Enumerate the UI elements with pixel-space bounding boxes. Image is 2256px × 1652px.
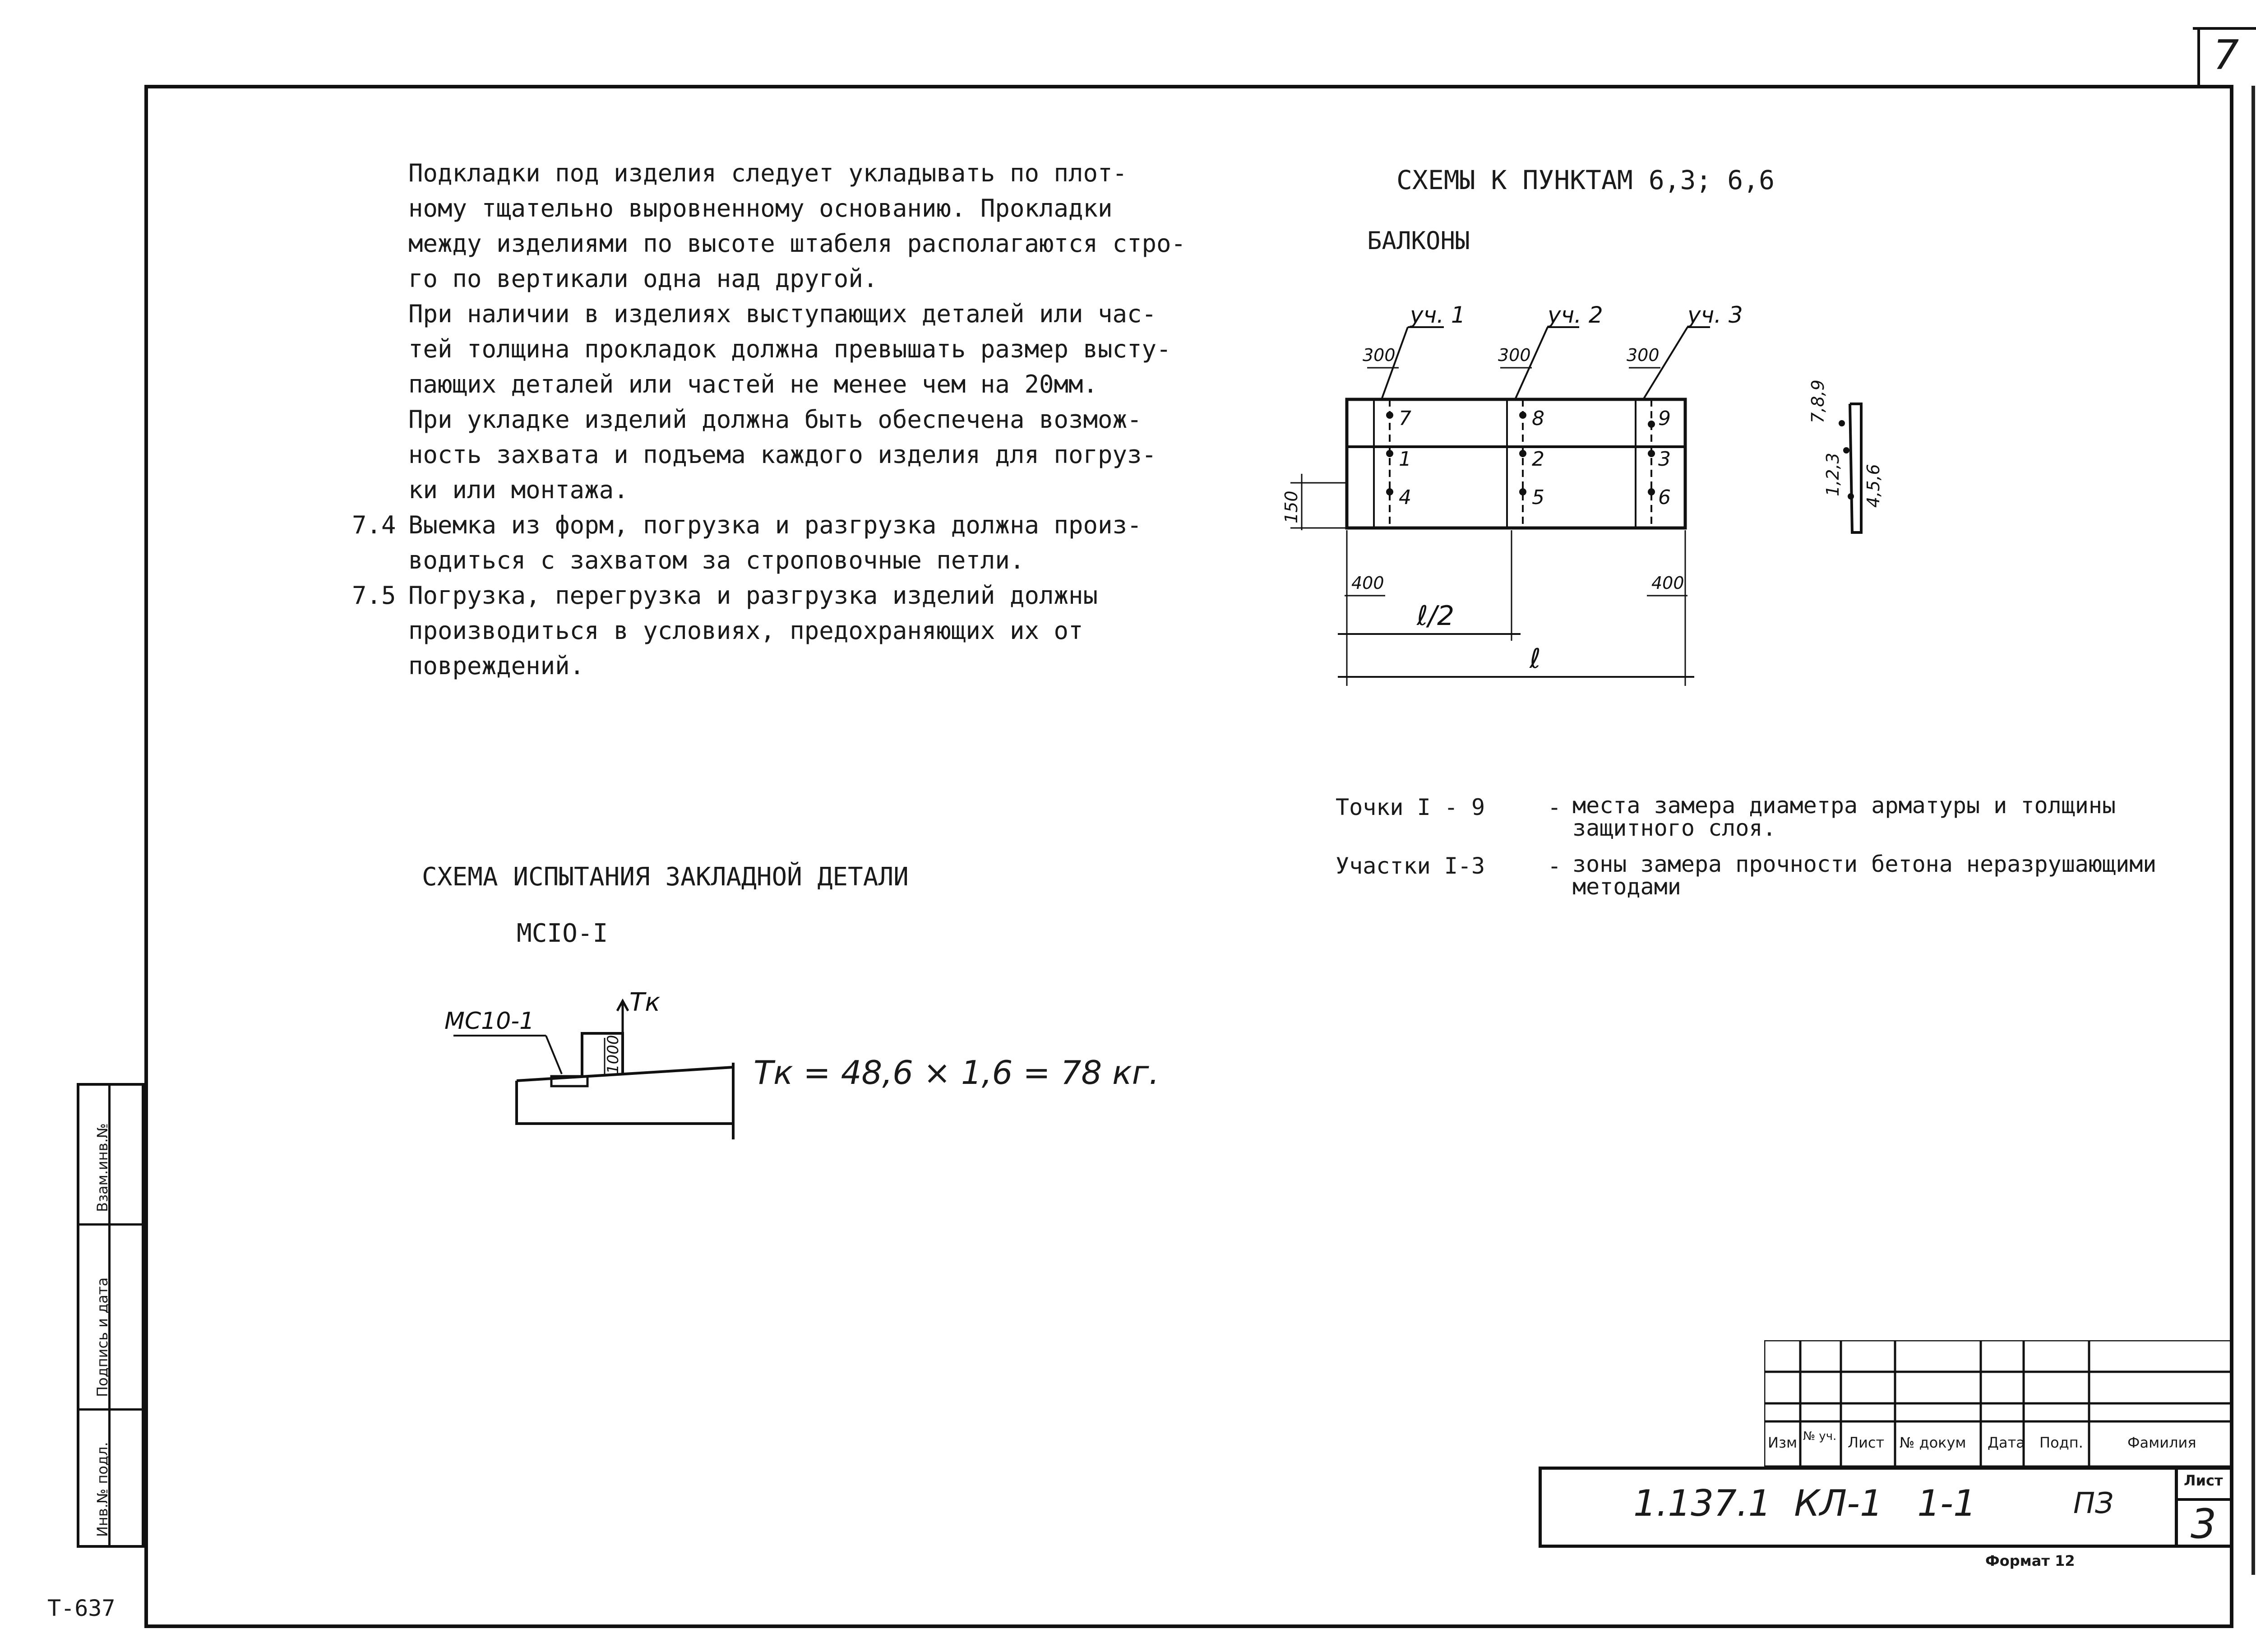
zone-1 <box>1374 399 1390 528</box>
side-label-right: 4,5,6 <box>1863 464 1883 508</box>
document-code: ПЗ <box>2073 1487 2114 1520</box>
schemes-title: СХЕМЫ К ПУНКТАМ 6,3; 6,6 <box>1396 165 1775 195</box>
point-label-1: 1 <box>1399 448 1411 471</box>
zone-3 <box>1636 399 1651 528</box>
force-label: Тк <box>629 988 661 1017</box>
point-4 <box>1386 488 1393 495</box>
point-label-2: 2 <box>1532 448 1544 471</box>
header-name: Фамилия <box>2127 1434 2196 1451</box>
dim-400-label: 400 <box>1651 573 1684 593</box>
point-8 <box>1519 412 1526 419</box>
text-line: повреждений. <box>408 652 585 680</box>
legend-line: методами <box>1572 874 1681 900</box>
corner-box <box>2197 27 2200 86</box>
text-line: производиться в условиях, предохраняющих их от <box>408 616 1083 645</box>
dim-150-label: 150 <box>1281 491 1301 523</box>
title-block-grid <box>1764 1340 2233 1467</box>
text-line: тей толщина прокладок должна превышать размер высту- <box>408 335 1171 363</box>
text-line: ность захвата и подъема каждого изделия для погруз- <box>408 440 1157 469</box>
point-label-8: 8 <box>1532 407 1544 430</box>
schemes-subtitle: БАЛКОНЫ <box>1367 227 1470 255</box>
point-side-mid <box>1843 447 1849 453</box>
stamp-divider <box>79 1223 142 1226</box>
legend-dash: - <box>1548 794 1562 820</box>
slab-top-edge <box>517 1067 733 1081</box>
format-label: Формат 12 <box>1985 1552 2075 1569</box>
dim-300-label: 300 <box>1627 345 1660 365</box>
dim-300-label: 300 <box>1498 345 1531 365</box>
text-line: ному тщательно выровненному основанию. Прокладки <box>408 194 1113 222</box>
leader-line <box>546 1036 562 1074</box>
dim-1000-label: 1000 <box>604 1035 622 1074</box>
side-label-left: 1,2,3 <box>1823 453 1843 496</box>
zone-2 <box>1507 399 1523 528</box>
point-label-5: 5 <box>1532 486 1544 509</box>
legend-line: защитного слоя. <box>1572 815 1776 841</box>
header-date: Дата <box>1988 1434 2025 1451</box>
sheet-number: 3 <box>2191 1500 2217 1548</box>
point-side-top <box>1839 420 1845 426</box>
point-1 <box>1386 450 1393 457</box>
point-label-9: 9 <box>1658 407 1671 430</box>
point-side-bottom <box>1848 493 1854 500</box>
item-7-4-number: 7.4 <box>352 511 396 539</box>
slab-outline <box>517 1081 733 1124</box>
point-6 <box>1648 488 1655 495</box>
header-change: Изм <box>1768 1434 1798 1451</box>
legend-term: Участки I-3 <box>1336 853 1485 879</box>
point-7 <box>1386 412 1393 419</box>
legend-term: Точки I - 9 <box>1336 794 1485 820</box>
legend-line: зоны замера прочности бетона неразрушающими <box>1572 851 2157 877</box>
side-label-top: 7,8,9 <box>1808 379 1828 423</box>
text-line: Подкладки под изделия следует укладывать по плот- <box>408 159 1128 187</box>
text-line: ки или монтажа. <box>408 476 629 504</box>
sheet-label: Лист <box>2184 1472 2223 1489</box>
embedded-test-title: СХЕМА ИСПЫТАНИЯ ЗАКЛАДНОЙ ДЕТАЛИ <box>422 862 909 892</box>
point-label-6: 6 <box>1658 486 1671 509</box>
stamp-cell-sign: Подпись и дата <box>94 1277 111 1397</box>
bottom-code: Т-637 <box>47 1595 116 1621</box>
section-label-2: уч. 2 <box>1548 302 1603 328</box>
stamp-cell-replace: Взам.инв.№ <box>94 1123 111 1212</box>
sheet-corner-number: 7 <box>2213 32 2239 79</box>
header-sign: Подп. <box>2039 1434 2083 1451</box>
point-label-4: 4 <box>1399 486 1411 509</box>
text-line: Выемка из форм, погрузка и разгрузка должна произ- <box>408 511 1142 539</box>
section-label-3: уч. 3 <box>1687 302 1743 328</box>
text-line: При укладке изделий должна быть обеспечена возмож- <box>408 405 1142 434</box>
left-stamp <box>77 1083 144 1548</box>
stamp-cell-inv: Инв.№ подл. <box>94 1442 111 1537</box>
part-label: МС10-1 <box>444 1008 535 1035</box>
intro-paragraph <box>408 156 1186 508</box>
text-line: между изделиями по высоте штабеля располагаются стро- <box>408 229 1186 258</box>
text-line: водиться с захватом за строповочные петли. <box>408 546 1025 574</box>
top-strip-line <box>2193 27 2256 30</box>
item-7-5-text <box>408 578 1098 684</box>
legend-line: места замера диаметра арматуры и толщины <box>1572 792 2116 819</box>
text-line: Погрузка, перегрузка и разгрузка изделий должны <box>408 581 1098 610</box>
text-line: пающих деталей или частей не менее чем на 20мм. <box>408 370 1098 398</box>
half-length-label: ℓ/2 <box>1417 600 1455 632</box>
right-edge-line <box>2251 86 2255 1575</box>
designation: 1.137.1 КЛ-1 1-1 <box>1633 1482 1976 1524</box>
balcony-scheme <box>1254 280 1958 731</box>
item-7-5-number: 7.5 <box>352 581 396 610</box>
text-line: го по вертикали одна над другой. <box>408 264 878 293</box>
length-label: ℓ <box>1530 643 1541 675</box>
section-label-1: уч. 1 <box>1410 302 1465 328</box>
slab-section <box>1850 404 1861 532</box>
item-7-4-text <box>408 508 1142 578</box>
force-formula: Тк = 48,6 × 1,6 = 78 кг. <box>754 1054 1160 1092</box>
header-sheet: Лист <box>1848 1434 1885 1451</box>
legend-dash: - <box>1548 853 1562 879</box>
header-doc-no: № докум <box>1900 1434 1966 1451</box>
point-3 <box>1648 450 1655 457</box>
dim-300-label: 300 <box>1363 345 1396 365</box>
header-section-no: № уч. <box>1803 1430 1837 1443</box>
dim-400-label: 400 <box>1351 573 1384 593</box>
embedded-test-subtitle: МСIО-I <box>517 919 608 948</box>
text-line: При наличии в изделиях выступающих деталей или час- <box>408 300 1157 328</box>
point-2 <box>1519 450 1526 457</box>
stamp-divider <box>79 1408 142 1411</box>
point-label-3: 3 <box>1658 448 1671 471</box>
point-label-7: 7 <box>1399 407 1411 430</box>
balcony-slab <box>1347 399 1685 528</box>
point-5 <box>1519 488 1526 495</box>
point-9 <box>1648 421 1655 428</box>
